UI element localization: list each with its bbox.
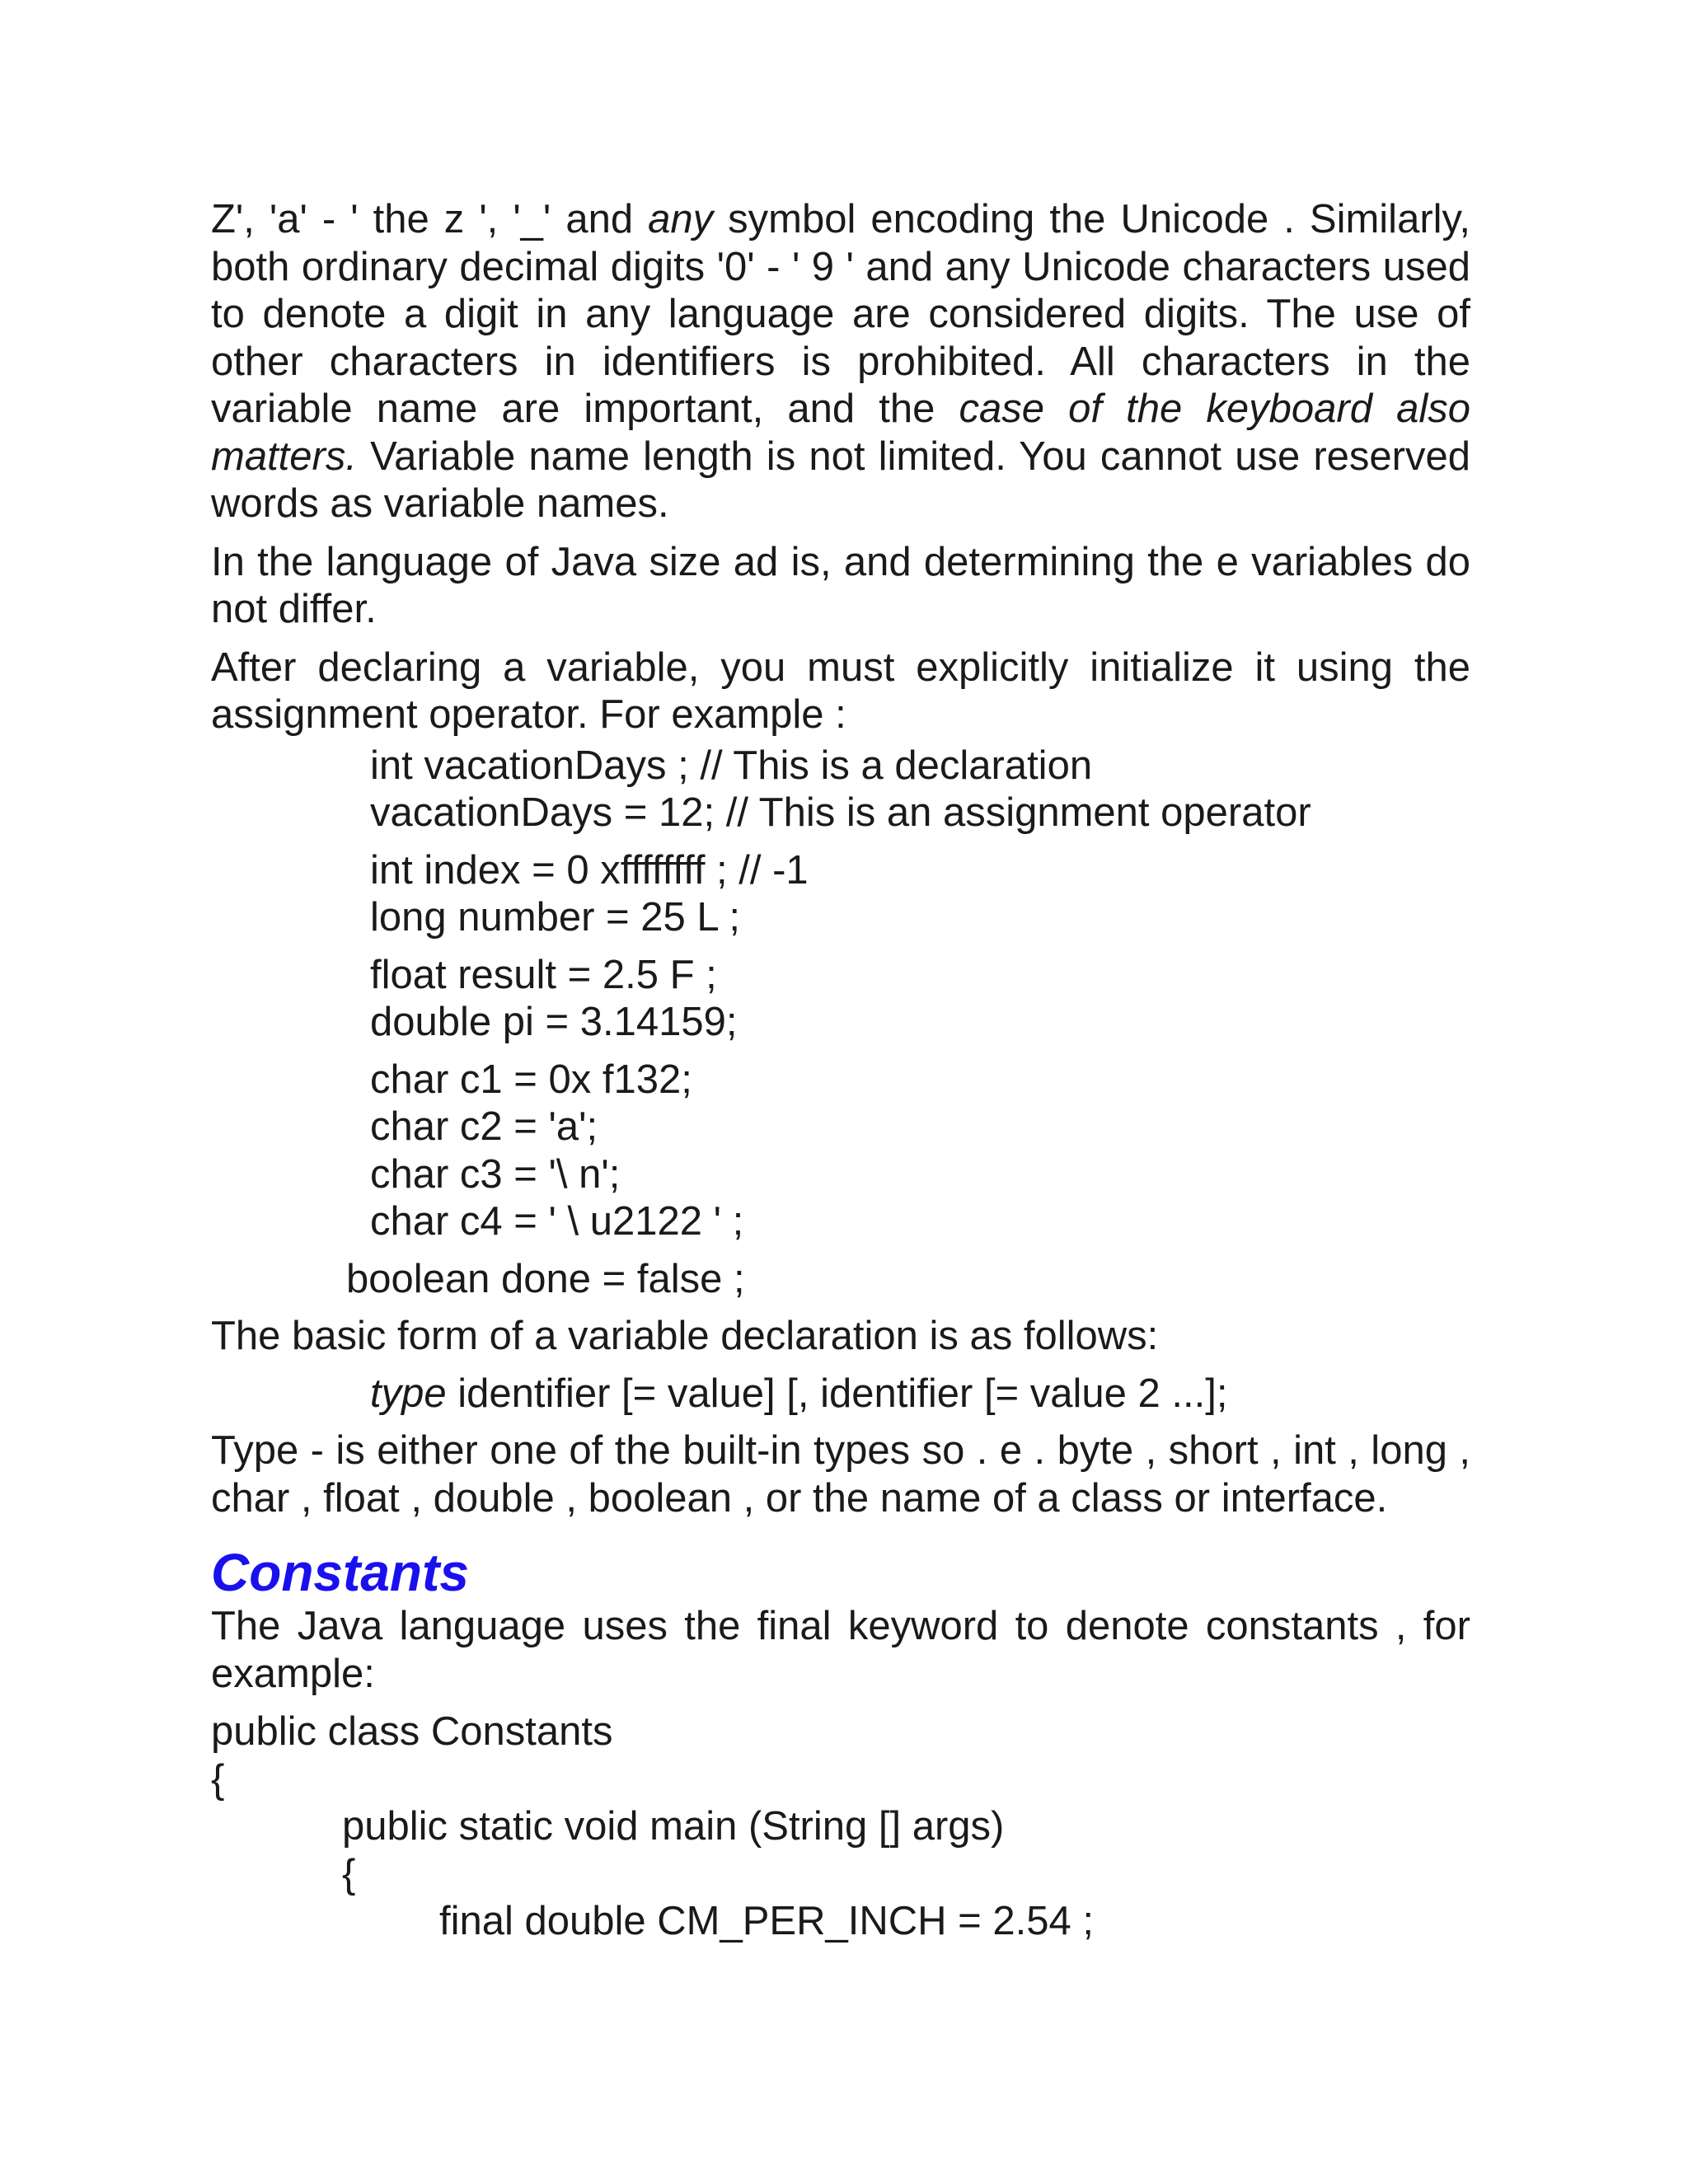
code-line: public class Constants (211, 1709, 613, 1754)
declaration-rest: identifier [= value] [, identifier [= value 2 ...]; (446, 1371, 1228, 1416)
code-line: int index = 0 xffffffff ; // -1 (370, 847, 809, 893)
intro-text-any: any (648, 197, 714, 241)
code-line: char c1 = 0x f132; (370, 1057, 692, 1102)
code-line: { (211, 1756, 225, 1802)
paragraph-basic-form: The basic form of a variable declaration is as follows: (211, 1314, 1159, 1358)
code-line: long number = 25 L ; (370, 895, 741, 940)
paragraph-size: In the language of Java size ad is, and determining the e variables do not differ. (211, 539, 1470, 631)
intro-text-c: Variable name length is not limited. You cannot use reserved words as variable names. (211, 434, 1470, 526)
declaration-form (211, 1371, 1470, 1418)
code-example (211, 743, 1470, 1304)
code-line: final double CM_PER_INCH = 2.54 ; (439, 1899, 1094, 1943)
code-line: float result = 2.5 F ; (370, 952, 717, 997)
intro-text-case: case of the keyboard also matters. (211, 387, 1470, 479)
code-line: double pi = 3.14159; (370, 1000, 738, 1044)
document-page (211, 196, 1470, 1946)
paragraph-constants: The Java language uses the final keyword to denote constants , for example: (211, 1604, 1470, 1696)
code-line-boolean: boolean done = false ; (346, 1256, 745, 1301)
heading-constants: Constants (211, 1543, 469, 1602)
paragraph-init: After declaring a variable, you must explicitly initialize it using the assignment operator. For example : (211, 644, 1470, 737)
code-constants (211, 1708, 1470, 1946)
intro-text-a: Z', 'a' - ' the z ', '_' and (211, 197, 649, 241)
declaration-type-word: type (370, 1371, 447, 1416)
code-line: { (342, 1851, 356, 1896)
code-line: char c2 = 'a'; (370, 1104, 598, 1149)
intro-paragraph (211, 196, 1470, 528)
code-line: char c3 = '\ n'; (370, 1151, 621, 1197)
code-line: public static void main (String [] args) (342, 1804, 1005, 1849)
code-line: char c4 = ' \ u2122 ' ; (370, 1199, 744, 1244)
code-line: vacationDays = 12; // This is an assignment operator (370, 790, 1311, 835)
intro-text-b: symbol encoding the Unicode . Similarly, both ordinary decimal digits '0' - ' 9 ' and any Unicode characters used to denote a digit in any language are considered digits. The use of other characters in identifiers is prohibited. All characters in the variable name are important, and the (211, 197, 1471, 431)
paragraph-type: Type - is either one of the built-in types so . e . byte , short , int , long , char , float , double , boolean , or the name of a class or interface. (211, 1428, 1470, 1521)
code-line: int vacationDays ; // This is a declaration (370, 743, 1093, 788)
